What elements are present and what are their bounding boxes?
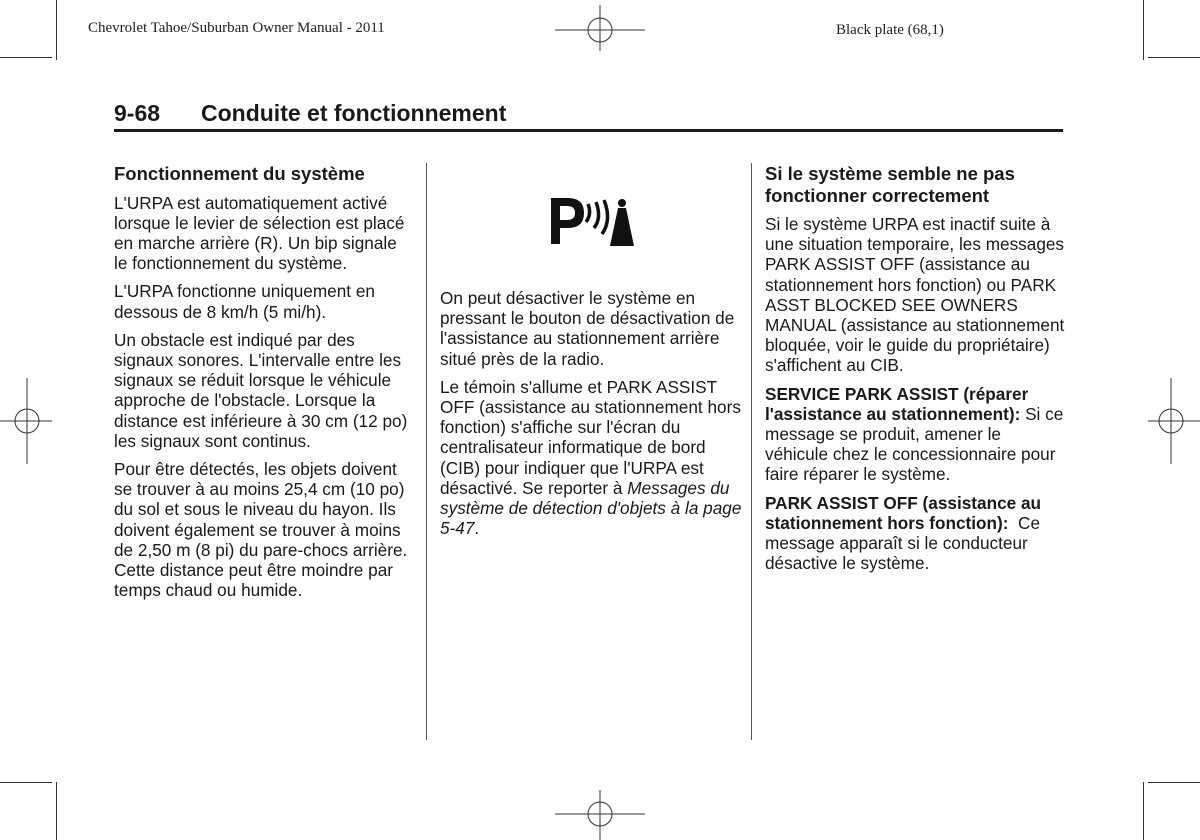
registration-mark-bottom	[555, 790, 645, 840]
paragraph: On peut désactiver le système en pressant le bouton de désactivation de l'assistance au stationnement arrière situé près de la radio.	[440, 288, 735, 369]
message-label: PARK ASSIST OFF (assistance au stationnement hors fonction):	[765, 492, 1042, 533]
paragraph: Pour être détectés, les objets doivent se trouver à au moins 25,4 cm (10 po) du sol et sous le niveau du hayon. Ils doivent également se trouver à moins de 2,50 m (8 pi) du pare-chocs arrière. Cette distance peut être moindre par temps chaud ou humide.	[114, 458, 408, 601]
crop-mark	[1143, 782, 1144, 840]
registration-mark-right	[1148, 378, 1200, 464]
message-label: SERVICE PARK ASSIST (réparer l'assistance au stationnement):	[765, 383, 1029, 424]
page-number: 9-68	[114, 100, 161, 126]
title-rule	[114, 129, 1063, 132]
paragraph: L'URPA fonctionne uniquement en dessous de 8 km/h (5 mi/h).	[114, 281, 375, 322]
crop-mark	[0, 57, 52, 58]
paragraph-end: .	[474, 518, 480, 539]
plate-label: Black plate (68,1)	[836, 22, 944, 38]
section-heading: Fonctionnement du système	[114, 163, 365, 184]
paragraph: Un obstacle est indiqué par des signaux sonores. L'intervalle entre les signaux se réduit lorsque le véhicule approche de l'obstacle. Lorsque la distance est inférieure à 30 cm (12 po) les signaux sont continus.	[114, 329, 408, 451]
paragraph	[765, 384, 1065, 485]
paragraph	[765, 493, 1065, 574]
column-divider	[751, 163, 752, 740]
section-heading: Si le système semble ne pas fonctionner correctement	[765, 163, 1015, 206]
crop-mark	[0, 782, 52, 783]
registration-mark-left	[0, 378, 52, 464]
crop-mark	[56, 782, 57, 840]
crop-mark	[1148, 782, 1200, 783]
page-title: Conduite et fonctionnement	[201, 100, 507, 126]
crop-mark	[1148, 57, 1200, 58]
crop-mark	[56, 0, 57, 60]
column-divider	[426, 163, 427, 740]
paragraph-text: Ce message apparaît si le conducteur désactive le système.	[765, 512, 1041, 574]
column-3	[765, 163, 1065, 581]
paragraph: Si le système URPA est inactif suite à une situation temporaire, les messages PARK ASSIST OFF (assistance au stationnement hors fonction) ou PARK ASST BLOCKED SEE OWNERS MANUAL (assistance au stationnement bloquée, voir le guide du propriétaire) s'affichent au CIB.	[765, 214, 1065, 376]
paragraph-text: Le témoin s'allume et PARK ASSIST OFF (assistance au stationnement hors fonction) s'affiche sur l'écran du centralisateur informatique de bord (CIB) pour indiquer que l'URPA est désactivé. Se reporter à	[440, 376, 741, 498]
column-2	[440, 288, 742, 546]
running-header: Chevrolet Tahoe/Suburban Owner Manual - 2011	[88, 20, 385, 36]
cross-reference: Messages du système de détection d'objets à la page 5-47	[440, 477, 742, 539]
column-1	[114, 163, 414, 608]
park-assist-off-icon	[546, 192, 636, 248]
paragraph-text: Si ce message se produit, amener le véhicule chez le concessionnaire pour faire réparer le système.	[765, 403, 1064, 485]
paragraph	[440, 377, 742, 539]
crop-mark	[1143, 0, 1144, 60]
registration-mark-top	[555, 5, 645, 51]
paragraph: L'URPA est automatiquement activé lorsque le levier de sélection est placé en marche arrière (R). Un bip signale le fonctionnement du système.	[114, 192, 405, 274]
